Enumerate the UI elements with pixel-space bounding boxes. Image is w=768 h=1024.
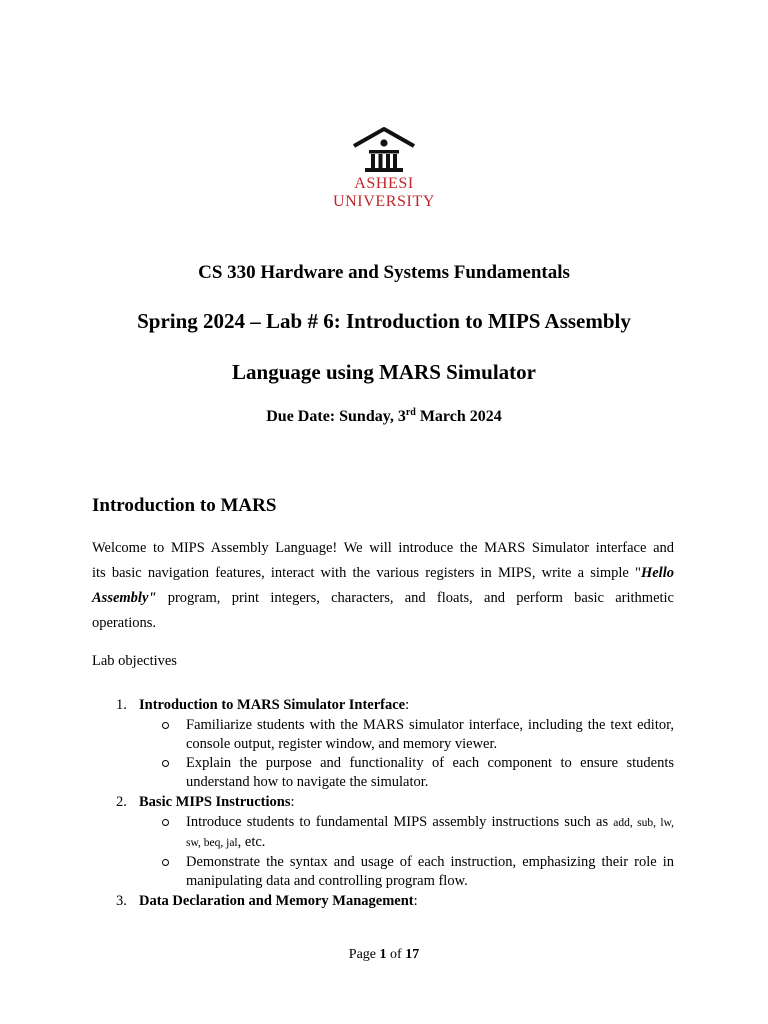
lab-objectives-label: Lab objectives	[92, 653, 177, 669]
bullet-text: Familiarize students with the MARS simulator interface, including the text editor, console output, register window, and memory viewer.	[186, 717, 674, 752]
bullet-text: Demonstrate the syntax and usage of each instruction, emphasizing their role in manipulating data and controlling program flow.	[186, 854, 674, 889]
due-date-suffix: March 2024	[415, 408, 502, 425]
logo-text-line2: UNIVERSITY	[333, 193, 435, 210]
objective-title: Data Declaration and Memory Management	[139, 893, 414, 909]
objective-item	[92, 696, 674, 792]
footer-total-pages: 17	[405, 947, 420, 962]
intro-line-1: Welcome to MIPS Assembly Language! We will introduce the MARS Simulator interface and	[92, 540, 674, 556]
footer-current-page: 1	[379, 947, 387, 962]
objective-colon: :	[405, 697, 410, 713]
objective-number: 1.	[116, 697, 127, 713]
intro-line-3	[92, 586, 674, 611]
objective-title: Introduction to MARS Simulator Interface	[139, 697, 406, 713]
lab-title-line1: Spring 2024 – Lab # 6: Introduction to MIPS Assembly	[137, 309, 631, 333]
bullet-item	[92, 853, 674, 891]
footer-of-label: of	[386, 947, 406, 962]
due-date-prefix: Due Date: Sunday, 3	[266, 408, 406, 425]
bullet-text: Explain the purpose and functionality of each component to ensure students understand how to navigate the simulator.	[186, 755, 674, 790]
ashesi-house-icon	[349, 124, 419, 176]
hollow-bullet-icon	[162, 722, 169, 729]
objective-title: Basic MIPS Instructions	[139, 794, 291, 810]
hollow-bullet-icon	[162, 760, 169, 767]
objective-bullets	[139, 716, 674, 792]
hollow-bullet-icon	[162, 859, 169, 866]
objective-number: 3.	[116, 893, 127, 909]
objective-item	[92, 793, 674, 891]
intro-line-4: operations.	[92, 615, 157, 631]
intro-line-2-text: its basic navigation features, interact with the various registers in MIPS, write a simple "	[92, 565, 641, 581]
bullet-text-end: , etc.	[237, 834, 266, 850]
due-date	[0, 408, 768, 426]
bullet-item	[92, 754, 674, 792]
objective-colon: :	[413, 893, 418, 909]
footer-page-label: Page	[348, 947, 380, 962]
objective-number: 2.	[116, 794, 127, 810]
lab-title-line2: Language using MARS Simulator	[232, 360, 536, 384]
objective-item	[92, 892, 674, 911]
instruction-list: add, sub, lw, sw, beq, jal	[186, 817, 674, 849]
page-footer	[0, 947, 768, 963]
logo-text-line1: ASHESI	[354, 175, 414, 192]
intro-line-3-text: program, print integers, characters, and floats, and perform basic arithmetic	[156, 590, 674, 606]
course-title: CS 330 Hardware and Systems Fundamentals	[198, 262, 570, 283]
bullet-item	[92, 813, 674, 853]
objective-bullets	[139, 813, 674, 891]
section-heading: Introduction to MARS	[92, 495, 277, 516]
bullet-text: Introduce students to fundamental MIPS assembly instructions such as	[186, 814, 614, 830]
objective-colon: :	[290, 794, 295, 810]
intro-emphasis-assembly: Assembly"	[92, 590, 157, 606]
bullet-item	[92, 716, 674, 754]
intro-line-2	[92, 561, 674, 586]
objectives-list	[92, 696, 674, 911]
intro-emphasis-hello: Hello	[640, 565, 674, 581]
university-logo	[0, 118, 768, 213]
intro-paragraph	[92, 536, 674, 636]
due-date-superscript: rd	[405, 407, 416, 418]
hollow-bullet-icon	[162, 819, 169, 826]
